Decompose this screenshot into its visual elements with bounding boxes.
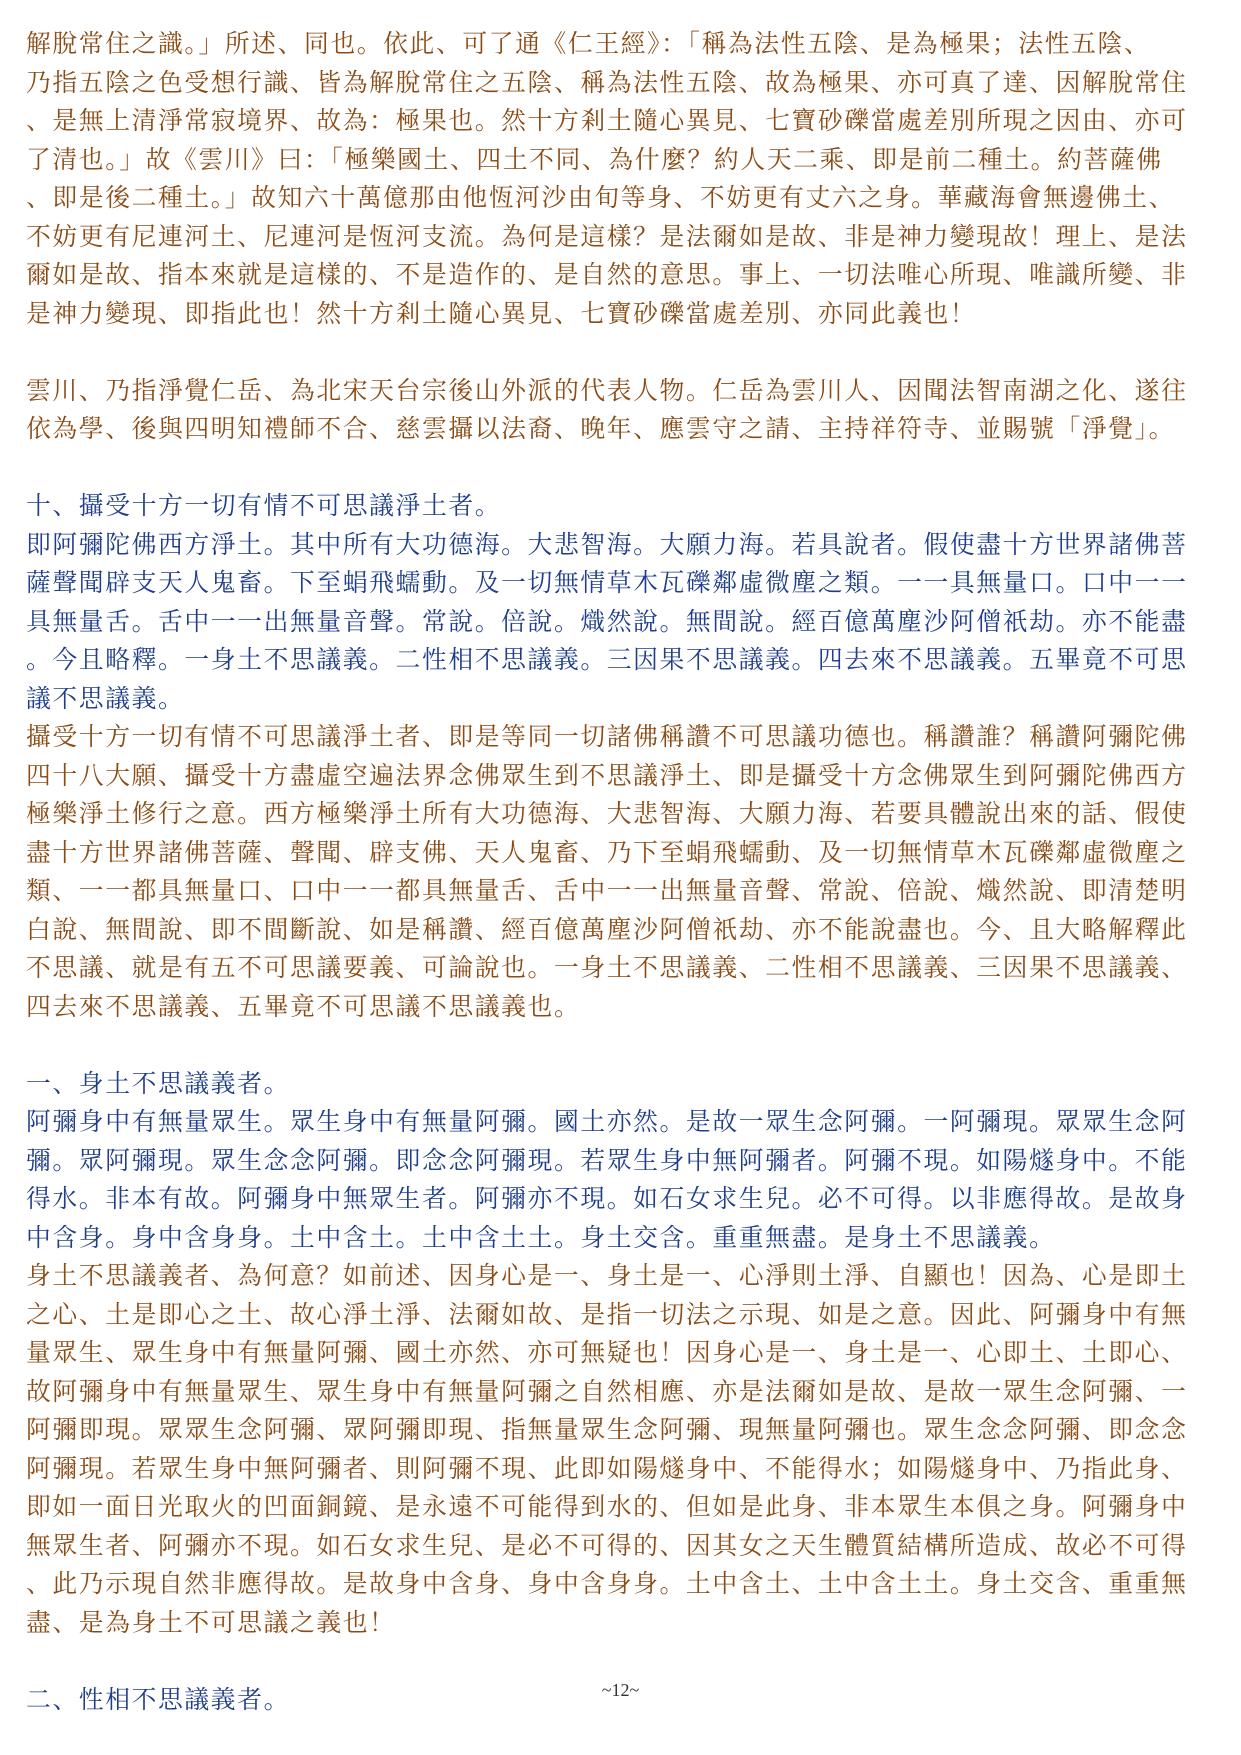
commentary-paragraph-body-land: 身土不思議義者、為何意？如前述、因身心是一、身土是一、心淨則土淨、自顯也！因為、心是即土 之心、土是即心之土、故心淨土淨、法爾如故、是指一切法之示現、如是之意。因此、阿彌身中有無 量眾生、眾生身中有無量阿彌、國土亦然、亦可無疑也！因身心是一、身土是一、心即土、土即心、 故阿彌身中有無量眾生、眾生身中有無量阿彌之自然相應、亦是法爾如是故、是故一眾生念阿彌、一 阿彌即現。眾眾生念阿彌、眾阿彌即現、指無量眾生念阿彌、現無量阿彌也。眾生念念阿彌、即念念 阿彌現。若眾生身中無阿彌者、則阿彌不現、此即如陽燧身中、不能得水；如陽燧身中、乃指此身、 即如一面日光取火的凹面銅鏡、是永遠不可能得到水的、但如是此身、非本眾生本俱之身。阿彌身中 無眾生者、阿彌亦不現。如石女求生兒、是必不可得的、因其女之天生體質結構所造成、故必不可得 、此乃示現自然非應得故。是故身中含身、身中含身身。土中含土、土中含土土。身土交含、重重無 盡、是為身土不可思議之義也！ — [26, 1261, 1188, 1637]
paragraph-spacer — [26, 1026, 1221, 1065]
paragraph-spacer — [26, 1642, 1221, 1681]
page-number: ~12~ — [601, 1680, 640, 1700]
paragraph-spacer — [26, 333, 1221, 372]
body-text — [26, 25, 1221, 1719]
section-heading-two: 二、性相不思議義者。 — [26, 1684, 290, 1714]
commentary-paragraph-rebirth-lands: 解脫常住之識。」所述、同也。依此、可了通《仁王經》：「稱為法性五陰、是為極果；法性五陰、 乃指五陰之色受想行識、皆為解脫常住之五陰、稱為法性五陰、故為極果、亦可真了達、因解脫常住 、是無上清淨常寂境界、故為：極果也。然十方剎土隨心異見、七寶砂礫當處差別所現之因由、亦可 了清也。」故《雲川》曰：「極樂國土、四土不同、為什麼？約人天二乘、即是前二種土。約菩薩佛 、即是後二種土。」故知六十萬億那由他恆河沙由旬等身、不妨更有丈六之身。華藏海會無邊佛土、 不妨更有尼連河土、尼連河是恆河支流。為何是這樣？是法爾如是故、非是神力變現故！理上、是法 爾如是故、指本來就是這樣的、不是造作的、是自然的意思。事上、一切法唯心所現、唯識所變、非 是神力變現、即指此也！然十方剎土隨心異見、七寶砂礫當處差別、亦同此義也！ — [26, 29, 1188, 328]
sutra-paragraph-amitabha-pure-land: 即阿彌陀佛西方淨土。其中所有大功德海。大悲智海。大願力海。若具說者。假使盡十方世界諸佛菩 薩聲聞辟支天人鬼畜。下至蜎飛蠕動。及一切無情草木瓦礫鄰虛微塵之類。一一具無量口。口中一一 具無量舌。舌中一一出無量音聲。常說。倍說。熾然說。無間說。經百億萬塵沙阿僧祇劫。亦不能盡 。今且略釋。一身土不思議義。二性相不思議義。三因果不思議義。四去來不思議義。五畢竟不可思 議不思議義。 — [26, 529, 1188, 713]
commentary-paragraph-five-meanings: 攝受十方一切有情不可思議淨土者、即是等同一切諸佛稱讚不可思議功德也。稱讚誰？稱讚阿彌陀佛 四十八大願、攝受十方盡虛空遍法界念佛眾生到不思議淨土、即是攝受十方念佛眾生到阿彌陀佛西方 極樂淨土修行之意。西方極樂淨土所有大功德海、大悲智海、大願力海、若要具體說出來的話、假使 盡十方世界諸佛菩薩、聲聞、辟支佛、天人鬼畜、乃下至蜎飛蠕動、及一切無情草木瓦礫鄰虛微塵之 類、一一都具無量口、口中一一都具無量舌、舌中一一出無量音聲、常說、倍說、熾然說、即清楚明 白說、無間說、即不間斷說、如是稱讚、經百億萬塵沙阿僧祇劫、亦不能說盡也。今、且大略解釋此 不思議、就是有五不可思議要義、可論說也。一身土不思議義、二性相不思議義、三因果不思議義、 四去來不思議義、五畢竟不可思議不思議義也。 — [26, 722, 1188, 1021]
sutra-paragraph-body-land: 阿彌身中有無量眾生。眾生身中有無量阿彌。國土亦然。是故一眾生念阿彌。一阿彌現。眾眾生念阿 彌。眾阿彌現。眾生念念阿彌。即念念阿彌現。若眾生身中無阿彌者。阿彌不現。如陽燧身中。不能 得水。非本有故。阿彌身中無眾生者。阿彌亦不現。如石女求生兒。必不可得。以非應得故。是故身 中含身。身中含身身。土中含土。土中含土土。身土交含。重重無盡。是身土不思議義。 — [26, 1107, 1188, 1252]
section-heading-ten: 十、攝受十方一切有情不可思議淨土者。 — [26, 491, 502, 520]
paragraph-spacer — [26, 449, 1221, 488]
commentary-paragraph-yunchuan-note: 雲川、乃指淨覺仁岳、為北宋天台宗後山外派的代表人物。仁岳為雲川人、因聞法智南湖之化、遂往 依為學、後與四明知禮師不合、慈雲攝以法裔、晚年、應雲守之請、主持祥符寺、並賜號「淨覺」。 — [26, 375, 1188, 443]
section-heading-one: 一、身土不思議義者。 — [26, 1068, 290, 1098]
